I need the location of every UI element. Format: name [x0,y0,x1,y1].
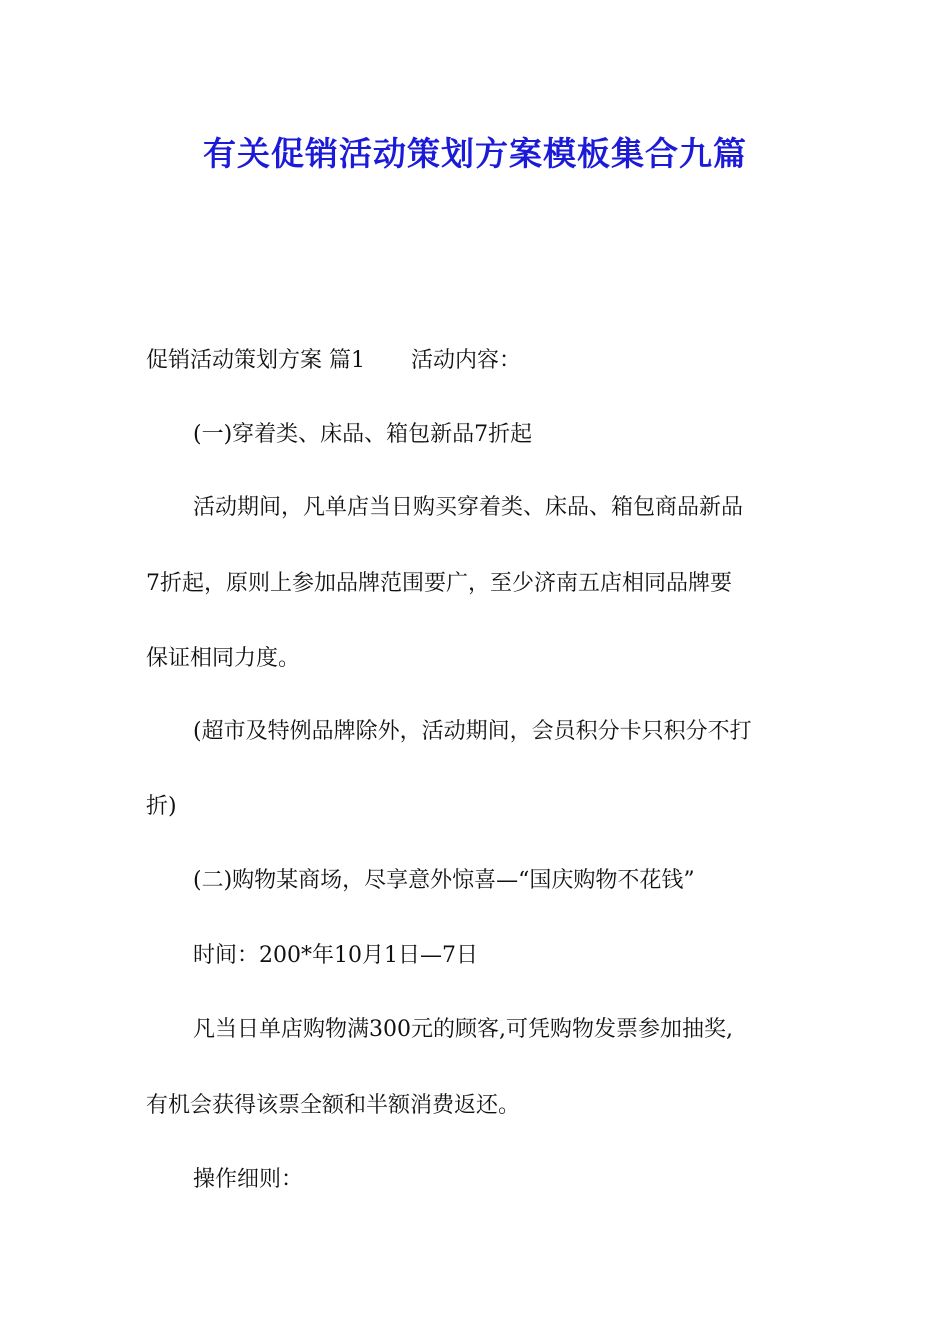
paragraph-line: 保证相同力度。 [146,646,301,671]
paragraph-line: (超市及特例品牌除外，活动期间，会员积分卡只积分不打 [193,719,752,744]
paragraph-line: 7折起，原则上参加品牌范围要广，至少济南五店相同品牌要 [146,571,732,596]
paragraph-line: 活动期间，凡单店当日购买穿着类、床品、箱包商品新品 [193,495,744,520]
paragraph-line: 操作细则： [193,1167,304,1192]
paragraph-line: (一)穿着类、床品、箱包新品7折起 [193,422,533,447]
section-heading [146,346,816,376]
paragraph-line: (二)购物某商场，尽享意外惊喜—“国庆购物不花钱” [193,868,695,893]
paragraph-line: 时间：200*年10月1日—7日 [193,943,478,968]
section-heading-content: 活动内容： [411,348,522,373]
section-heading-part: 促销活动策划方案 篇1 [146,348,365,373]
paragraph-line: 折) [146,794,177,819]
paragraph-line: 有机会获得该票全额和半额消费返还。 [146,1093,521,1118]
paragraph-line: 凡当日单店购物满300元的顾客,可凭购物发票参加抽奖, [193,1017,733,1042]
document-title: 有关促销活动策划方案模板集合九篇 [203,134,747,173]
